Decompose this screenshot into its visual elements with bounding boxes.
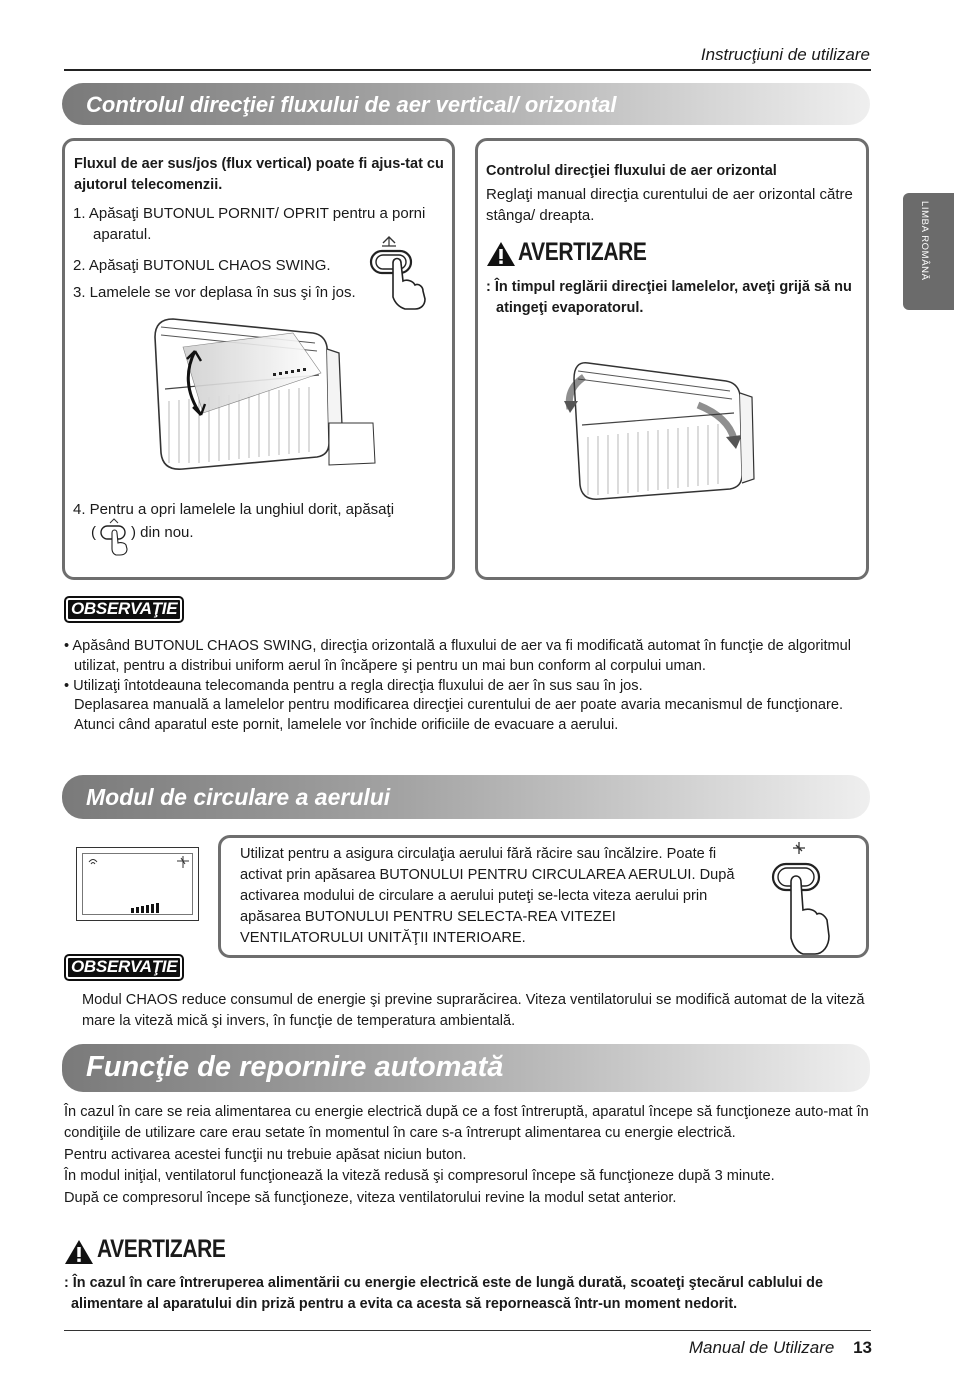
air-circulation-button-press-icon bbox=[769, 840, 849, 958]
step-4-open-paren: ( bbox=[91, 524, 96, 541]
vertical-airflow-box bbox=[62, 138, 455, 580]
indoor-unit-horizontal-swing-illustration bbox=[558, 353, 758, 503]
warning-label: AVERTIZARE bbox=[518, 238, 647, 266]
horizontal-airflow-heading: Controlul direcţiei fluxului de aer orizontal bbox=[486, 163, 777, 179]
indoor-unit-vertical-swing-illustration bbox=[143, 313, 413, 483]
warning-label-2: AVERTIZARE bbox=[97, 1235, 226, 1263]
page-number: 13 bbox=[853, 1338, 872, 1357]
language-side-tab bbox=[903, 193, 954, 310]
section-title: Controlul direcţiei fluxului de aer vertical/ orizontal bbox=[86, 92, 617, 117]
section-airflow-direction-header bbox=[62, 83, 870, 125]
display-symbols-icon bbox=[85, 854, 191, 916]
warning-text: : În timpul reglării direcţiei lamelelor, aveţi grijă să nu atingeţi evaporatorul. bbox=[486, 279, 852, 316]
footer bbox=[0, 1338, 872, 1358]
language-tab-label: LIMBA ROMÂNĂ bbox=[919, 201, 930, 281]
chaos-mode-note: Modul CHAOS reduce consumul de energie şi previne suprarăcirea. Viteza ventilatorului se modifică automat de la viteză mare la viteză mică şi invers, în funcţie de temperatura ambientală. bbox=[82, 992, 865, 1029]
note-item-2-detail: Deplasarea manuală a lamelelor pentru modificarea direcţiei curentului de aer poate avaria mecanismul de funcţionare. Atunci când aparatul este pornit, lamelele vor închide orificiile de evacuare a aerului. bbox=[74, 697, 844, 733]
page-header-title: Instrucţiuni de utilizare bbox=[700, 45, 870, 64]
note-badge-label: OBSERVAŢIE bbox=[66, 598, 182, 621]
chaos-swing-button-press-icon bbox=[367, 233, 437, 311]
display-panel-illustration bbox=[76, 847, 199, 921]
section-title: Funcţie de repornire automată bbox=[86, 1051, 504, 1083]
note-badge-label: OBSERVAŢIE bbox=[66, 956, 182, 979]
section-air-circulation-header bbox=[62, 775, 870, 819]
step-1: 1. Apăsaţi BUTONUL PORNIT/ OPRIT pentru a porni aparatul. bbox=[73, 205, 426, 243]
air-circulation-text: Utilizat pentru a asigura circulaţia aerului fără răcire sau încălzire. Poate fi activat prin apăsarea BUTONULUI PENTRU CIRCULAREA AERULUI. După activarea modului de circulare a aerului puteţi se-lecta viteza aerului prin apăsarea BUTONULUI PENTRU SELECTA-REA VITEZEI VENTILATORULUI UNITĂŢII INTERIOARE. bbox=[240, 846, 735, 946]
section-auto-restart-header bbox=[62, 1044, 870, 1092]
horizontal-airflow-box bbox=[475, 138, 869, 580]
note-item-1: • Apăsând BUTONUL CHAOS SWING, direcţia orizontală a fluxului de aer va fi modificată automat în funcţie de algoritmul utilizat, pentru a distribui uniform aerul în încăpere şi pentru un mai bun conform al corpului uman. bbox=[64, 638, 852, 674]
auto-restart-paragraph-2: Pentru activarea acestei funcţii nu trebuie apăsat niciun buton. bbox=[64, 1147, 467, 1163]
warning-triangle-icon bbox=[64, 1239, 94, 1265]
note-badge-2 bbox=[66, 956, 182, 979]
auto-restart-paragraph-3: În modul iniţial, ventilatorul funcţionează la viteză redusă şi compresorul începe să funcţioneze după 3 minute. bbox=[64, 1168, 775, 1184]
power-interruption-warning-text: : În cazul în care întreruperea alimentării cu energie electrică este de lungă durată, scoateţi ştecărul cablului de alimentare al aparatului din priză pentru a evita ca acesta să repornească într-un moment nedorit. bbox=[64, 1275, 823, 1312]
section-title: Modul de circulare a aerului bbox=[86, 784, 391, 810]
note-badge bbox=[66, 598, 182, 621]
step-3: 3. Lamelele se vor deplasa în sus şi în jos. bbox=[73, 284, 356, 301]
chaos-swing-small-button-icon bbox=[98, 517, 132, 557]
air-circulation-box bbox=[218, 835, 869, 958]
auto-restart-paragraph-4: După ce compresorul începe să funcţioneze, viteza ventilatorului revine la modul setat anterior. bbox=[64, 1190, 677, 1206]
horizontal-airflow-text: Reglaţi manual direcţia curentului de aer orizontal către stânga/ dreapta. bbox=[486, 186, 853, 224]
step-4-line1: 4. Pentru a opri lamelele la unghiul dorit, apăsaţi bbox=[73, 501, 395, 518]
vertical-airflow-intro: Fluxul de aer sus/jos (flux vertical) poate fi ajus-tat cu ajutorul telecomenzii. bbox=[74, 156, 444, 193]
note-item-2: • Utilizaţi întotdeauna telecomanda pentru a regla direcţia fluxului de aer în sus sau în jos. bbox=[64, 678, 643, 694]
step-2: 2. Apăsaţi BUTONUL CHAOS SWING. bbox=[73, 257, 331, 274]
footer-manual-label: Manual de Utilizare bbox=[688, 1338, 835, 1357]
step-4-line2: ) din nou. bbox=[131, 524, 194, 541]
header-rule bbox=[64, 69, 871, 71]
footer-rule bbox=[64, 1330, 871, 1331]
warning-triangle-icon bbox=[486, 241, 516, 267]
auto-restart-paragraph-1: În cazul în care se reia alimentarea cu energie electrică după ce a fost întreruptă, aparatul începe să funcţioneze auto-mat în condiţiile de utilizare care erau setate în momentul în care s-a întrerupt alimentarea cu energie electrică. bbox=[64, 1104, 869, 1141]
